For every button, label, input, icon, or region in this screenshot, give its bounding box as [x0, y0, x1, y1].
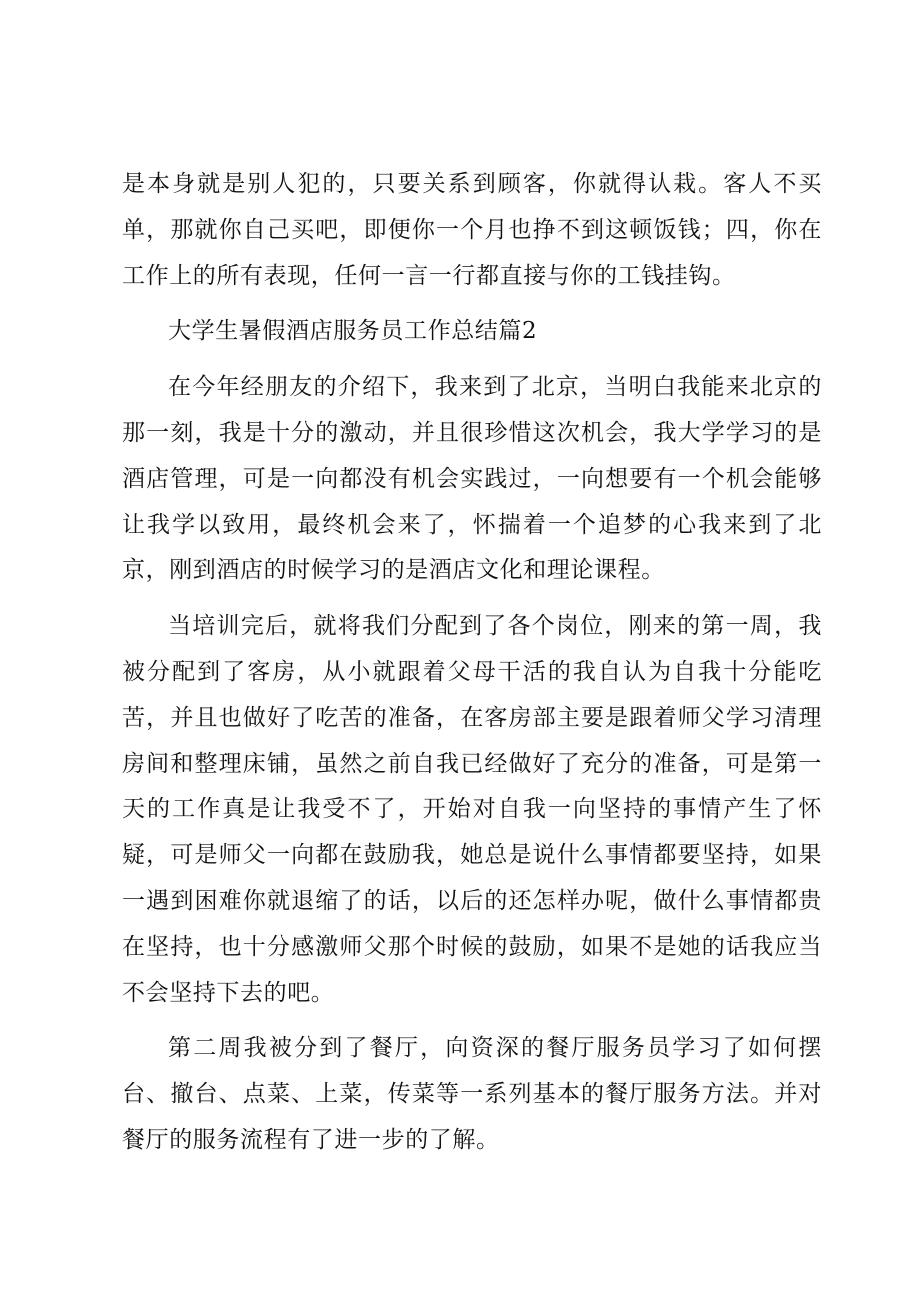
section-heading: 大学生暑假酒店服务员工作总结篇2: [168, 318, 538, 345]
paragraph-housekeeping: 当培训完后，就将我们分配到了各个岗位，刚来的第一周，我被分配到了客房，从小就跟着父母干活的我自认为自我十分能吃苦，并且也做好了吃苦的准备，在客房部主要是跟着师父学习清理房间和整理床铺，虽然之前自我已经做好了充分的准备，可是第一天的工作真是让我受不了，开始对自我一向坚持的事情产生了怀疑，可是师父一向都在鼓励我，她总是说什么事情都要坚持，如果一遇到困难你就退缩了的话，以后的还怎样办呢，做什么事情都贵在坚持，也十分感激师父那个时候的鼓励，如果不是她的话我应当不会坚持下去的吧。: [122, 613, 822, 1006]
paragraph-restaurant: 第二周我被分到了餐厅，向资深的餐厅服务员学习了如何摆台、撤台、点菜、上菜，传菜等一系列基本的餐厅服务方法。并对餐厅的服务流程有了进一步的了解。: [122, 1035, 822, 1153]
paragraph-intro: 在今年经朋友的介绍下，我来到了北京，当明白我能来北京的那一刻，我是十分的激动，并且很珍惜这次机会，我大学学习的是酒店管理，可是一向都没有机会实践过，一向想要有一个机会能够让我学以致用，最终机会来了，怀揣着一个追梦的心我来到了北京，刚到酒店的时候学习的是酒店文化和理论课程。: [122, 374, 822, 584]
document-body: [122, 162, 822, 1174]
paragraph-continuation: 是本身就是别人犯的，只要关系到顾客，你就得认栽。客人不买单，那就你自己买吧，即便你一个月也挣不到这顿饭钱；四，你在工作上的所有表现，任何一言一行都直接与你的工钱挂钩。: [122, 171, 822, 289]
